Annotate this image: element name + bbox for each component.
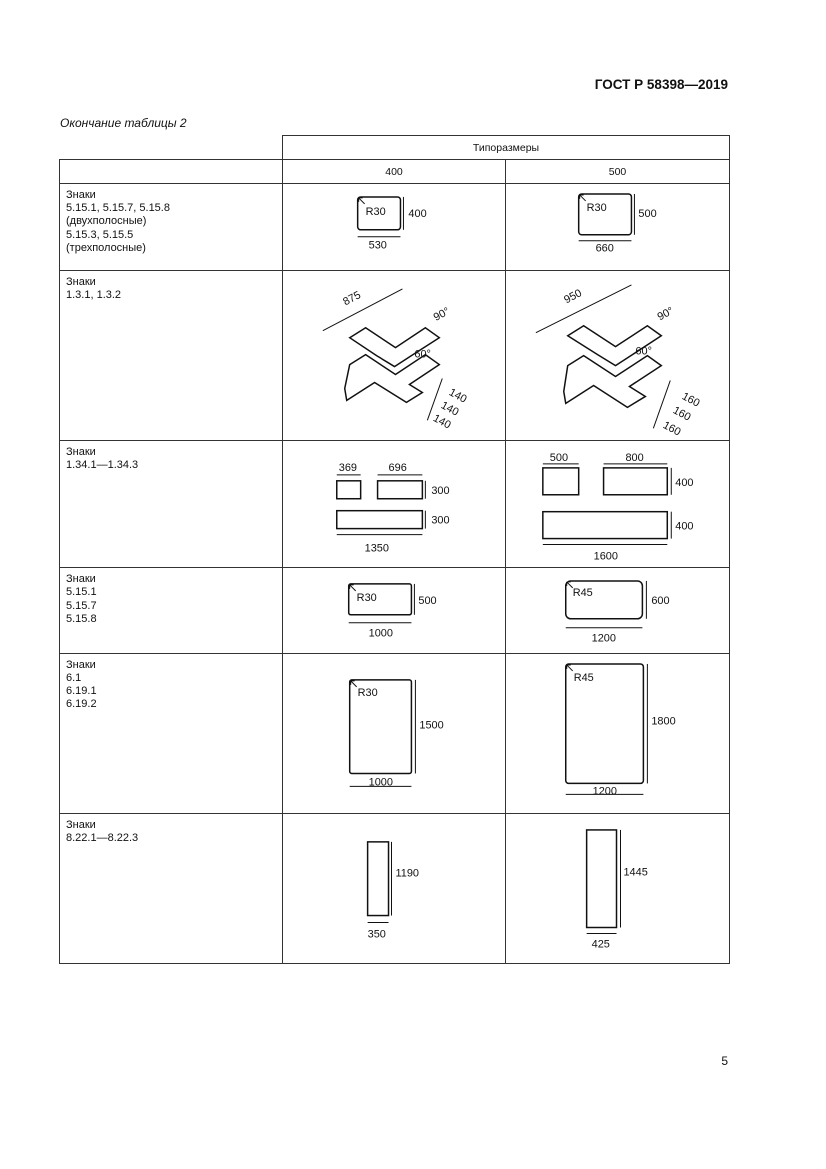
column-header-400 (283, 160, 506, 184)
angle-top-label: 90° (431, 305, 452, 324)
length-dim-line (323, 289, 403, 331)
width-dim-label: 530 (368, 239, 387, 252)
medium-rect (604, 468, 668, 495)
table-header-row (60, 136, 730, 160)
figure-cell-500 (506, 814, 730, 963)
row-label (60, 814, 283, 963)
height-dim-label: 600 (651, 595, 670, 608)
row-label-line: 6.1 (66, 672, 82, 685)
width-dim-label: 660 (595, 242, 614, 255)
thickness-label: 160 (660, 418, 683, 439)
row-label-line: Знаки (66, 819, 96, 832)
figure-cell-500 (506, 653, 730, 813)
row-label-line: 1.3.1, 1.3.2 (66, 288, 122, 301)
radius-label: R30 (357, 686, 378, 699)
marking-rect (368, 842, 389, 916)
figure-cell-400 (283, 184, 506, 271)
marking-drawing-400 (283, 654, 505, 813)
figure-cell-500 (506, 568, 730, 654)
row-label-line: 5.15.1 (66, 586, 97, 599)
marking-rect (579, 194, 632, 235)
figure-cell-400 (283, 568, 506, 654)
figure-cell-500 (506, 440, 730, 567)
angle-mid-label: 60° (414, 348, 431, 361)
column-label-400: 400 (385, 165, 403, 178)
thickness-label: 160 (679, 390, 702, 410)
width-dim-label: 1000 (368, 776, 393, 789)
radius-arrow-icon (580, 195, 586, 201)
width-dim-label: 1200 (591, 632, 616, 645)
radius-arrow-icon (567, 665, 573, 671)
small-rect (543, 468, 579, 495)
row-label-line: Знаки (66, 445, 96, 458)
row-label (60, 440, 283, 567)
row-label-line: 6.19.2 (66, 698, 97, 711)
length-dim-label: 875 (341, 288, 363, 308)
header-corner-cell (60, 136, 283, 160)
small-width-label: 369 (338, 461, 358, 474)
row-label-line: 5.15.7 (66, 599, 97, 612)
width-dim-label: 425 (591, 938, 610, 951)
thickness-label: 160 (670, 404, 693, 424)
marking-drawing-500 (506, 568, 729, 653)
marking-drawing-400 (283, 568, 505, 653)
marking-drawing-400 (283, 814, 505, 962)
group-header-label: Типоразмеры (472, 141, 540, 154)
table-row (60, 568, 730, 654)
marking-drawing-500 (506, 271, 729, 440)
long-width-label: 1350 (364, 542, 389, 555)
row-label-line: 8.22.1—8.22.3 (66, 832, 139, 845)
table-caption: Окончание таблицы 2 (60, 116, 187, 130)
row-label-line: 5.15.1, 5.15.7, 5.15.8 (66, 202, 170, 215)
radius-label: R45 (573, 671, 594, 684)
radius-label: R30 (365, 205, 386, 218)
row-label-line: Знаки (66, 189, 96, 201)
radius-arrow-icon (351, 681, 357, 687)
table-row (60, 270, 730, 440)
long-rect (337, 511, 423, 529)
marking-drawing-400 (283, 271, 505, 440)
long-width-label: 1600 (593, 550, 618, 563)
row-label-line: Знаки (66, 658, 96, 671)
thickness-label: 140 (430, 411, 453, 432)
figure-cell-500 (506, 184, 730, 271)
radius-label: R30 (356, 592, 377, 605)
small-width-label: 500 (549, 451, 569, 464)
table-row (60, 184, 730, 271)
angle-top-label: 90° (655, 304, 676, 323)
medium-rect (378, 481, 423, 499)
small-rect (337, 481, 361, 499)
standard-code: ГОСТ Р 58398—2019 (594, 77, 728, 92)
height-dim-label: 500 (638, 207, 657, 220)
figure-cell-400 (283, 653, 506, 813)
radius-arrow-icon (350, 585, 356, 591)
row-label-line: (двухполосные) (66, 215, 147, 228)
width-dim-label: 1200 (592, 785, 617, 798)
table-row (60, 814, 730, 963)
figure-cell-500 (506, 270, 730, 440)
marking-rect (587, 830, 617, 928)
row-label-line: (трехполосные) (66, 241, 146, 254)
row-label (60, 270, 283, 440)
thickness-label: 140 (446, 386, 469, 406)
figure-cell-400 (283, 814, 506, 963)
height-dim-label: 400 (408, 207, 427, 220)
radius-arrow-icon (359, 198, 365, 204)
width-dim-label: 350 (367, 928, 386, 941)
width-dim-label: 1000 (368, 627, 393, 640)
medium-width-label: 696 (388, 461, 407, 474)
height-dim-label: 1190 (395, 867, 420, 880)
row-label-line: 5.15.8 (66, 612, 97, 625)
table-row (60, 440, 730, 567)
marking-drawing-500 (506, 441, 729, 567)
row-label (60, 184, 283, 271)
marking-drawing-400 (283, 184, 505, 270)
radius-label: R30 (586, 201, 607, 214)
row-label-line: 1.34.1—1.34.3 (66, 459, 139, 472)
marking-drawing-500 (506, 654, 729, 813)
thickness-label: 140 (438, 399, 461, 419)
crossing-symbol-shape (345, 327, 440, 402)
length-dim-label: 950 (562, 286, 584, 306)
row-label-line: 6.19.1 (66, 685, 97, 698)
height-dim-label: 1445 (623, 866, 648, 879)
height2-label: 400 (675, 520, 694, 533)
table-row (60, 653, 730, 813)
height-label: 400 (675, 476, 694, 489)
column-label-500: 500 (608, 165, 627, 178)
figure-cell-400 (283, 270, 506, 440)
row-label-line: Знаки (66, 573, 96, 586)
height-dim-label: 500 (418, 595, 437, 608)
height-dim-label: 1500 (419, 719, 444, 732)
height-dim-label: 1800 (651, 715, 676, 728)
crossing-symbol-shape (564, 325, 662, 407)
page-number: 5 (721, 1054, 728, 1068)
column-header-500 (506, 160, 730, 184)
marking-drawing-500 (506, 184, 729, 270)
marking-drawing-400 (283, 441, 505, 567)
height2-label: 300 (431, 514, 450, 527)
row-label-line: Знаки (66, 275, 96, 288)
long-rect (543, 512, 667, 539)
angle-mid-label: 60° (635, 345, 652, 358)
table-column-row (60, 160, 730, 184)
sizes-table (59, 135, 730, 964)
marking-drawing-500 (506, 814, 729, 962)
row-label (60, 568, 283, 654)
group-header-cell (283, 136, 730, 160)
height-label: 300 (431, 484, 450, 497)
row-label (60, 653, 283, 813)
radius-label: R45 (572, 587, 593, 600)
figure-cell-400 (283, 440, 506, 567)
row-label-line: 5.15.3, 5.15.5 (66, 228, 134, 241)
medium-width-label: 800 (625, 451, 644, 464)
label-column-header (60, 160, 283, 184)
